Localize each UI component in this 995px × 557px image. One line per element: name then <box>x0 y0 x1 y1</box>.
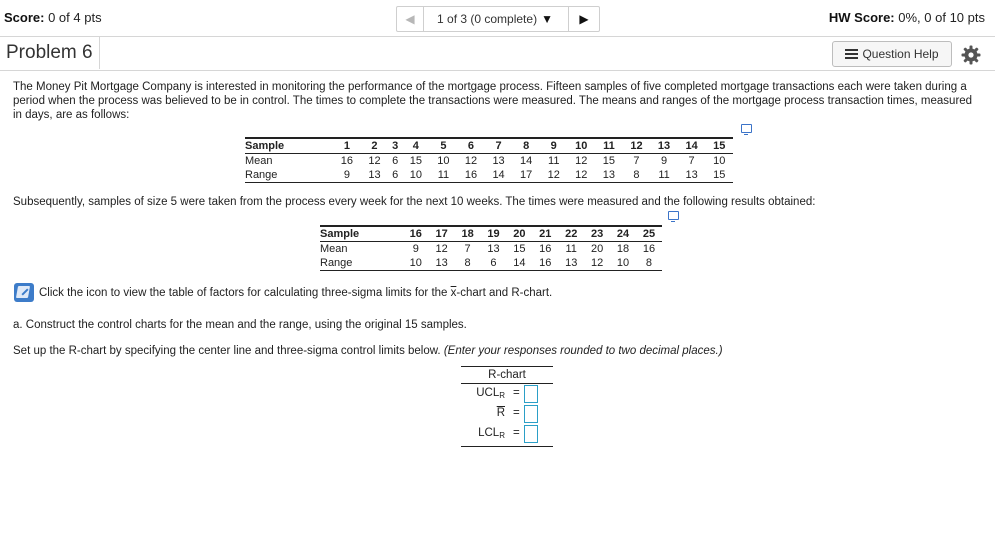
table-cell: 13 <box>678 168 706 183</box>
question-position: 1 of 3 (0 complete) <box>437 12 538 26</box>
table-cell: 7 <box>485 139 513 154</box>
question-help-button[interactable] <box>832 41 952 67</box>
table-cell: 10 <box>713 155 726 167</box>
equals-sign: = <box>513 427 520 439</box>
equals-sign: = <box>513 407 520 419</box>
hw-score-label: HW Score: <box>828 10 895 25</box>
ucl-input[interactable] <box>524 385 538 403</box>
table-cell: 19 <box>481 227 507 242</box>
table-cell: 24 <box>610 227 636 242</box>
table-cell: 13 <box>429 256 455 271</box>
table-cell: 8 <box>455 256 481 271</box>
list-icon <box>845 49 858 59</box>
table-cell: 17 <box>429 227 455 242</box>
lcl-label: $LCL_R$ <box>478 427 505 440</box>
row-label: Sample <box>245 139 333 154</box>
table-cell: 23 <box>584 227 610 242</box>
question-help-label: Question Help <box>862 47 939 61</box>
copy-table-icon[interactable] <box>741 124 752 133</box>
table-cell: 15 <box>409 155 422 167</box>
factors-text: Click the icon to view the table of factors for calculating three-sigma limits for the $\overline{x}$-chart and R-chart. <box>39 286 553 299</box>
table-cell: 13 <box>492 155 505 167</box>
copy-table-icon[interactable] <box>668 211 679 220</box>
intro-text: The Money Pit Mortgage Company is interested in monitoring the performance of the mortgage process. Fifteen samples of five completed mortgage transactions each were taken during a period when the process was believed to be in control. The times to complete the transactions were measured. The means and ranges of the mortgage process transaction times, measured in days, are as follows: <box>13 81 973 121</box>
table-cell: 12 <box>368 155 381 167</box>
table-cell: 18 <box>455 227 481 242</box>
table-cell: 8 <box>623 168 651 183</box>
table-cell: 12 <box>540 168 568 183</box>
table-cell: 4 <box>402 139 430 154</box>
table-cell: 9 <box>540 139 568 154</box>
table-header-row <box>320 227 662 242</box>
table-cell: 14 <box>506 256 532 271</box>
setup-text: Set up the R-chart by specifying the center line and three-sigma control limits below. (Enter your responses rounded to two decimal places.) <box>13 345 723 357</box>
table-cell: 14 <box>485 168 513 183</box>
table-cell: 9 <box>660 155 668 167</box>
table-cell: 7 <box>688 155 695 167</box>
table-cell: 12 <box>584 256 610 271</box>
table-cell: 13 <box>487 243 500 255</box>
table-cell: 15 <box>602 155 615 167</box>
question-selector[interactable] <box>424 7 566 31</box>
setup-block <box>13 344 983 358</box>
table-cell: 16 <box>532 256 558 271</box>
hw-score <box>829 10 985 25</box>
table-cell: 14 <box>678 139 706 154</box>
table-cell: 11 <box>548 155 560 167</box>
table-cell: 3 <box>388 139 402 154</box>
table-cell: 11 <box>565 243 577 255</box>
row-label: Range <box>320 256 403 271</box>
ucl-row <box>461 384 553 404</box>
table-cell: 16 <box>340 155 354 167</box>
table-cell: 6 <box>481 256 507 271</box>
table-cell: 10 <box>402 168 430 183</box>
r-chart-bottom-rule <box>461 444 553 447</box>
table-cell: 8 <box>636 256 662 271</box>
table-cell: 11 <box>430 168 458 183</box>
table-cell: 15 <box>513 243 526 255</box>
row-label: Range <box>245 168 333 183</box>
table-cell: 9 <box>333 168 361 183</box>
triangle-right-icon: ▶ <box>579 12 589 26</box>
table-cell: 13 <box>650 139 678 154</box>
table-cell: 13 <box>558 256 584 271</box>
table-cell: 13 <box>361 168 389 183</box>
table-cell: 16 <box>403 227 429 242</box>
center-line-input[interactable] <box>524 405 538 423</box>
top-bar <box>0 0 995 37</box>
score <box>4 10 102 25</box>
center-row <box>461 404 553 424</box>
triangle-left-icon: ◀ <box>405 12 415 26</box>
table-cell: 13 <box>595 168 623 183</box>
r-chart-title: R-chart <box>461 366 553 384</box>
row-label: Sample <box>320 227 403 242</box>
table-cell: 16 <box>642 243 656 255</box>
table-cell: 12 <box>464 155 478 167</box>
table-cell: 5 <box>430 139 458 154</box>
table-cell: 7 <box>464 243 471 255</box>
table-cell: 20 <box>590 243 604 255</box>
table-cell: 12 <box>568 168 596 183</box>
table-cell: 14 <box>520 155 533 167</box>
table-cell: 10 <box>403 256 429 271</box>
table-subsequent-samples <box>320 227 662 271</box>
r-chart-table <box>461 366 553 447</box>
table-cell: 6 <box>457 139 485 154</box>
table-cell: 20 <box>506 227 532 242</box>
equals-sign: = <box>513 387 520 399</box>
x-bar-symbol: $\overline{x}$ <box>450 286 457 299</box>
ucl-label: $UCL_R$ <box>476 387 505 400</box>
lcl-row <box>461 424 553 444</box>
table-cell: 11 <box>595 139 623 154</box>
table-cell: 11 <box>650 168 678 183</box>
part-a-block <box>13 318 983 332</box>
lcl-input[interactable] <box>524 425 538 443</box>
table-cell: 21 <box>532 227 558 242</box>
table-row-range <box>245 168 733 183</box>
row-label: Mean <box>320 243 348 255</box>
table-row-range <box>320 256 662 271</box>
row-label: Mean <box>245 155 273 167</box>
table-cell: 2 <box>361 139 389 154</box>
problem-bar <box>0 37 995 71</box>
table-cell: 12 <box>435 243 448 255</box>
table-row-mean <box>320 242 662 257</box>
table-cell: 16 <box>457 168 485 183</box>
table-cell: 10 <box>568 139 596 154</box>
question-body <box>13 80 983 122</box>
hw-score-value: 0%, 0 of 10 pts <box>898 10 985 25</box>
table-cell: 10 <box>610 256 636 271</box>
table-cell: 15 <box>705 168 733 183</box>
table-cell: 16 <box>539 243 552 255</box>
gear-icon[interactable] <box>961 45 981 65</box>
center-label: $\overline{R}$ <box>496 407 505 419</box>
table-cell: 8 <box>512 139 540 154</box>
score-label: Score: <box>4 10 45 25</box>
book-icon[interactable] <box>14 283 34 302</box>
next-question-button[interactable] <box>568 7 599 31</box>
table-cell: 22 <box>558 227 584 242</box>
table-cell: 17 <box>512 168 540 183</box>
caret-down-icon: ▼ <box>541 12 553 26</box>
table-row-mean <box>245 154 733 169</box>
table-cell: 18 <box>616 243 630 255</box>
question-navigator <box>396 6 600 32</box>
table-cell: 6 <box>388 168 402 183</box>
subsequent-block <box>13 195 983 209</box>
part-a-text: a. Construct the control charts for the mean and the range, using the original 15 samples. <box>13 319 467 331</box>
table-cell: 25 <box>636 227 662 242</box>
table-cell: 7 <box>633 155 640 167</box>
factors-link-line <box>14 283 552 302</box>
table-cell: 10 <box>437 155 450 167</box>
table-cell: 12 <box>623 139 651 154</box>
table-header-row <box>245 139 733 154</box>
previous-question-button[interactable] <box>397 7 424 31</box>
table-original-samples <box>245 139 733 183</box>
table-cell: 9 <box>412 243 419 255</box>
setup-hint: (Enter your responses rounded to two decimal places.) <box>443 345 723 357</box>
table-cell: 12 <box>575 155 588 167</box>
table-cell: 6 <box>392 155 399 167</box>
subsequent-text: Subsequently, samples of size 5 were taken from the process every week for the next 10 weeks. The times were measured and the following results obtained: <box>13 196 816 208</box>
table-cell: 1 <box>333 139 361 154</box>
table-cell: 15 <box>705 139 733 154</box>
score-value: 0 of 4 pts <box>48 10 102 25</box>
problem-title: Problem 6 <box>0 37 100 69</box>
